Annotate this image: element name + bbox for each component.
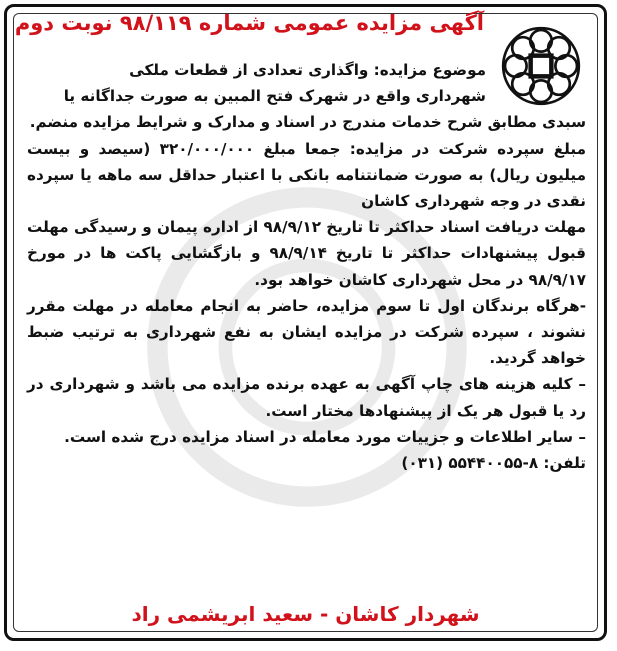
winners-paragraph: -هرگاه برندگان اول تا سوم مزایده، حاضر به انجام معامله در مهلت مقرر نشوند ، سپرده شرکت در مزایده ایشان به نفع شهرداری به ترتیب ضبط خواهد گردید. [27, 296, 586, 368]
footer-signature: شهردار کاشان - سعید ابریشمی راد [131, 602, 480, 626]
deposit-paragraph: مبلغ سپرده شرکت در مزایده: جمعا مبلغ ۳۲۰/۰۰۰/۰۰۰ (سیصد و بیست میلیون ریال) به صورت ضمانتنامه بانکی با اعتبار حداقل سه ماهه یا سپرده نقدی در وجه شهرداری کاشان [27, 139, 586, 211]
deadline-paragraph: مهلت دریافت اسناد حداکثر تا تاریخ ۹۸/۹/۱۲ از اداره پیمان و رسیدگی مهلت قبول پیشنهادات حداکثر تا تاریخ ۹۸/۹/۱۴ و بازگشایی پاکت ها در مورخ ۹۸/۹/۱۷ در محل شهرداری کاشان خواهد بود. [27, 218, 586, 289]
subject-rest: سبدی مطابق شرح خدمات مندرج در اسناد و مدارک و شرایط مزایده منضم. [29, 113, 586, 132]
subject-paragraph [27, 57, 586, 136]
subject-line-1: موضوع مزایده: واگذاری تعدادی از قطعات ملکی [129, 61, 486, 79]
notice-title: آگهی مزایده عمومی شماره ۹۸/۱۱۹ نوبت دوم [14, 11, 484, 35]
phone-number: تلفن: ۸-۵۵۴۴۰۰۵۵ (۰۳۱) [401, 454, 586, 473]
notice-body [27, 57, 586, 476]
other-info-paragraph: – سایر اطلاعات و جزییات مورد معامله در اسناد مزایده درج شده است. [64, 427, 586, 446]
subject-line-2: شهرداری واقع در شهرک فتح المبین به صورت جداگانه یا [63, 87, 486, 106]
notice-frame [4, 4, 607, 641]
costs-paragraph: – کلیه هزینه های چاپ آگهی به عهده برنده مزایده می باشد و شهرداری در رد یا قبول هر یک از پیشنهادها مختار است. [27, 375, 586, 420]
